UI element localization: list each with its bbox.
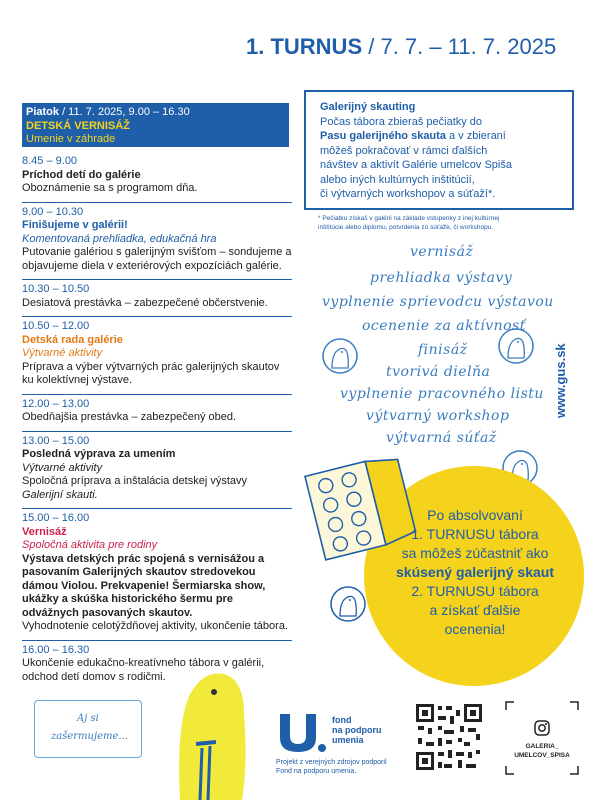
- day-banner: [22, 103, 289, 147]
- qr-code-icon[interactable]: [414, 702, 484, 772]
- marmot-icon: [328, 584, 368, 624]
- stamp-item: vyplnenie pracovného listu: [340, 386, 544, 402]
- skauting-footnote: * Pečiatku získaš v galérii na základe vstupenky z inej kultúrnej inštitúcie alebo diplomu, potvrdenia zo súťaže, či workshopu.: [318, 215, 500, 231]
- instagram-icon[interactable]: [534, 720, 550, 736]
- schedule-item: 10.50 – 12.00 Detská rada galérie Výtvarné aktivity Príprava a výber výtvarných prác galerijných skautov ku kolektívnej výstave.: [22, 317, 292, 395]
- event-name: DETSKÁ VERNISÁŽ: [26, 120, 130, 132]
- turnus-heading: 1. TURNUS / 7. 7. – 11. 7. 2025: [246, 34, 557, 59]
- schedule-item: 10.30 – 10.50 Desiatová prestávka – zabezpečené občerstvenie.: [22, 280, 292, 317]
- stamp-item: výtvarná súťaž: [386, 430, 497, 446]
- schedule-list: [22, 152, 292, 690]
- speech-bubble: Aj si zašermujeme...: [34, 700, 142, 758]
- schedule-item: 9.00 – 10.30 Finišujeme v galérii! Komentovaná prehliadka, edukačná hra Putovanie galériou s galerijným svišťom – sondujeme a objavujeme diela v exteriérových expozíciách galérie.: [22, 203, 292, 281]
- schedule-item: 16.00 – 16.30 Ukončenie edukačno-kreatívneho tábora v galérii, odchod detí domov s rodičmi.: [22, 643, 265, 683]
- marmot-icon: [320, 336, 360, 376]
- schedule-item: 12.00 – 13.00 Obedňajšia prestávka – zabezpečený obed.: [22, 395, 292, 432]
- schedule-item: 13.00 – 15.00 Posledná výprava za umením Výtvarné aktivity Spoločná príprava a inštalácia detskej výstavy Galerijní skauti.: [22, 432, 292, 510]
- stamp-item: výtvarný workshop: [366, 408, 510, 424]
- event-place: Umenie v záhrade: [26, 133, 116, 145]
- day-date: Piatok / 11. 7. 2025, 9.00 – 16.30: [26, 106, 190, 118]
- stamp-item: vernisáž: [410, 244, 474, 260]
- stamp-item: ocenenie za aktívnosť: [362, 318, 526, 334]
- circle-text: Po absolvovaní 1. TURNUSU tábora sa môžeš zúčastniť ako skúsený galerijný skaut 2. TURNUSU tábora a získať ďalšie ocenenia!: [396, 507, 554, 637]
- instagram-frame: [504, 700, 580, 776]
- skauting-box: Galerijný skauting Počas tábora zbieraš pečiatky do Pasu galerijného skauta a v zbieraní môžeš pokračovať v rámci ďalších návštev a aktivít Galérie umelcov Spiša alebo iných kultúrnych inštitúcií, či výtvarných workshopov a súťaží*.: [304, 90, 574, 210]
- stamp-item: vyplnenie sprievodcu výstavou: [322, 294, 554, 310]
- marmot-photo: [170, 664, 252, 800]
- stamp-item: prehliadka výstavy: [370, 270, 513, 286]
- marmot-icon: [496, 326, 536, 366]
- fup-logo-icon: [276, 712, 328, 754]
- website-link[interactable]: www.gus.sk: [553, 343, 568, 418]
- stamp-item: tvorivá dielňa: [386, 364, 491, 380]
- fond-logo-text: fond na podporu umenia: [332, 715, 382, 745]
- instagram-handle[interactable]: GALERIA_ UMELCOV_SPISA: [514, 743, 570, 759]
- stamp-item: finisáž: [418, 342, 468, 358]
- project-credit: Projekt z verejných zdrojov podporil Fond na podporu umenia.: [276, 759, 387, 775]
- schedule-item: 8.45 – 9.00 Príchod detí do galérie Oboznámenie sa s programom dňa.: [22, 152, 292, 203]
- schedule-item: 15.00 – 16.00 Vernisáž Spoločná aktivita pre rodiny Výstava detských prác spojená s vernisážou a pasovaním Galerijných skautov stredovekou dámou Violou. Prekvapenie! Šermiarska show, ukážky a skúška historického šermu pre odvážnych pasovaných skautov. Vyhodnotenie celotýždňovej aktivity, ukončenie tábora.: [22, 509, 292, 641]
